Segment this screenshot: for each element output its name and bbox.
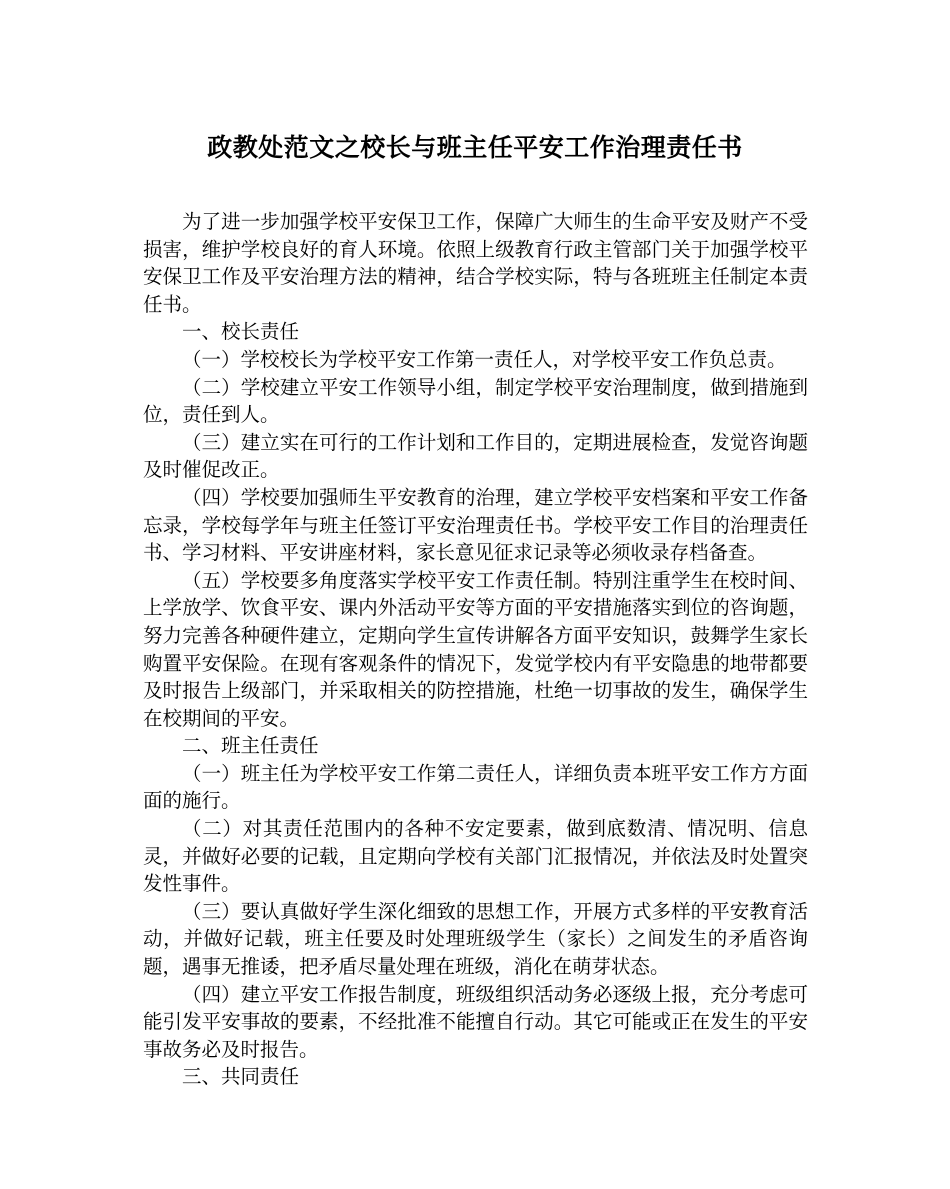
section-heading-shared: 三、共同责任 (182, 1065, 300, 1089)
section-heading-teacher: 二、班主任责任 (182, 734, 319, 758)
principal-item-5: （五）学校要多角度落实学校平安工作责任制。特别注重学生在校时间、上学放学、饮食平安、课内外活动平安等方面的平安措施落实到位的咨询题，努力完善各种硬件建立，定期向学生宣传讲解各方面平安知识，鼓舞学生家长购置平安保险。在现有客观条件的情况下，发觉学校内有平安隐患的地带都要及时报告上级部门，并采取相关的防控措施，杜绝一切事故的发生，确保学生在校期间的平安。 (143, 568, 808, 730)
principal-item-3: （三）建立实在可行的工作计划和工作目的，定期进展检查，发觉咨询题及时催促改正。 (143, 430, 808, 482)
document-title: 政教处范文之校长与班主任平安工作治理责任书 (207, 133, 743, 162)
principal-item-4: （四）学校要加强师生平安教育的治理，建立学校平安档案和平安工作备忘录，学校每学年与班主任签订平安治理责任书。学校平安工作目的治理责任书、学习材料、平安讲座材料，家长意见征求记录等必须收录存档备查。 (143, 485, 808, 565)
intro-paragraph: 为了进一步加强学校平安保卫工作，保障广大师生的生命平安及财产不受损害，维护学校良好的育人环境。依照上级教育行政主管部门关于加强学校平安保卫工作及平安治理方法的精神，结合学校实际，特与各班班主任制定本责任书。 (143, 210, 808, 316)
teacher-item-3: （三）要认真做好学生深化细致的思想工作，开展方式多样的平安教育活动，并做好记载，班主任要及时处理班级学生（家长）之间发生的矛盾咨询题，遇事无推诿，把矛盾尽量处理在班级，消化在萌芽状态。 (143, 899, 808, 979)
teacher-item-4: （四）建立平安工作报告制度，班级组织活动务必逐级上报，充分考虑可能引发平安事故的要素，不经批准不能擅自行动。其它可能或正在发生的平安事故务必及时报告。 (143, 982, 808, 1061)
section-heading-principal: 一、校长责任 (182, 320, 300, 344)
principal-item-2: （二）学校建立平安工作领导小组，制定学校平安治理制度，做到措施到位，责任到人。 (143, 375, 808, 427)
teacher-item-2: （二）对其责任范围内的各种不安定要素，做到底数清、情况明、信息灵，并做好必要的记载，且定期向学校有关部门汇报情况，并依法及时处置突发性事件。 (143, 817, 808, 896)
document-body (143, 208, 808, 1091)
teacher-item-1: （一）班主任为学校平安工作第二责任人，详细负责本班平安工作方方面面的施行。 (143, 761, 808, 813)
principal-item-1: （一）学校校长为学校平安工作第一责任人，对学校平安工作负总责。 (182, 347, 787, 371)
